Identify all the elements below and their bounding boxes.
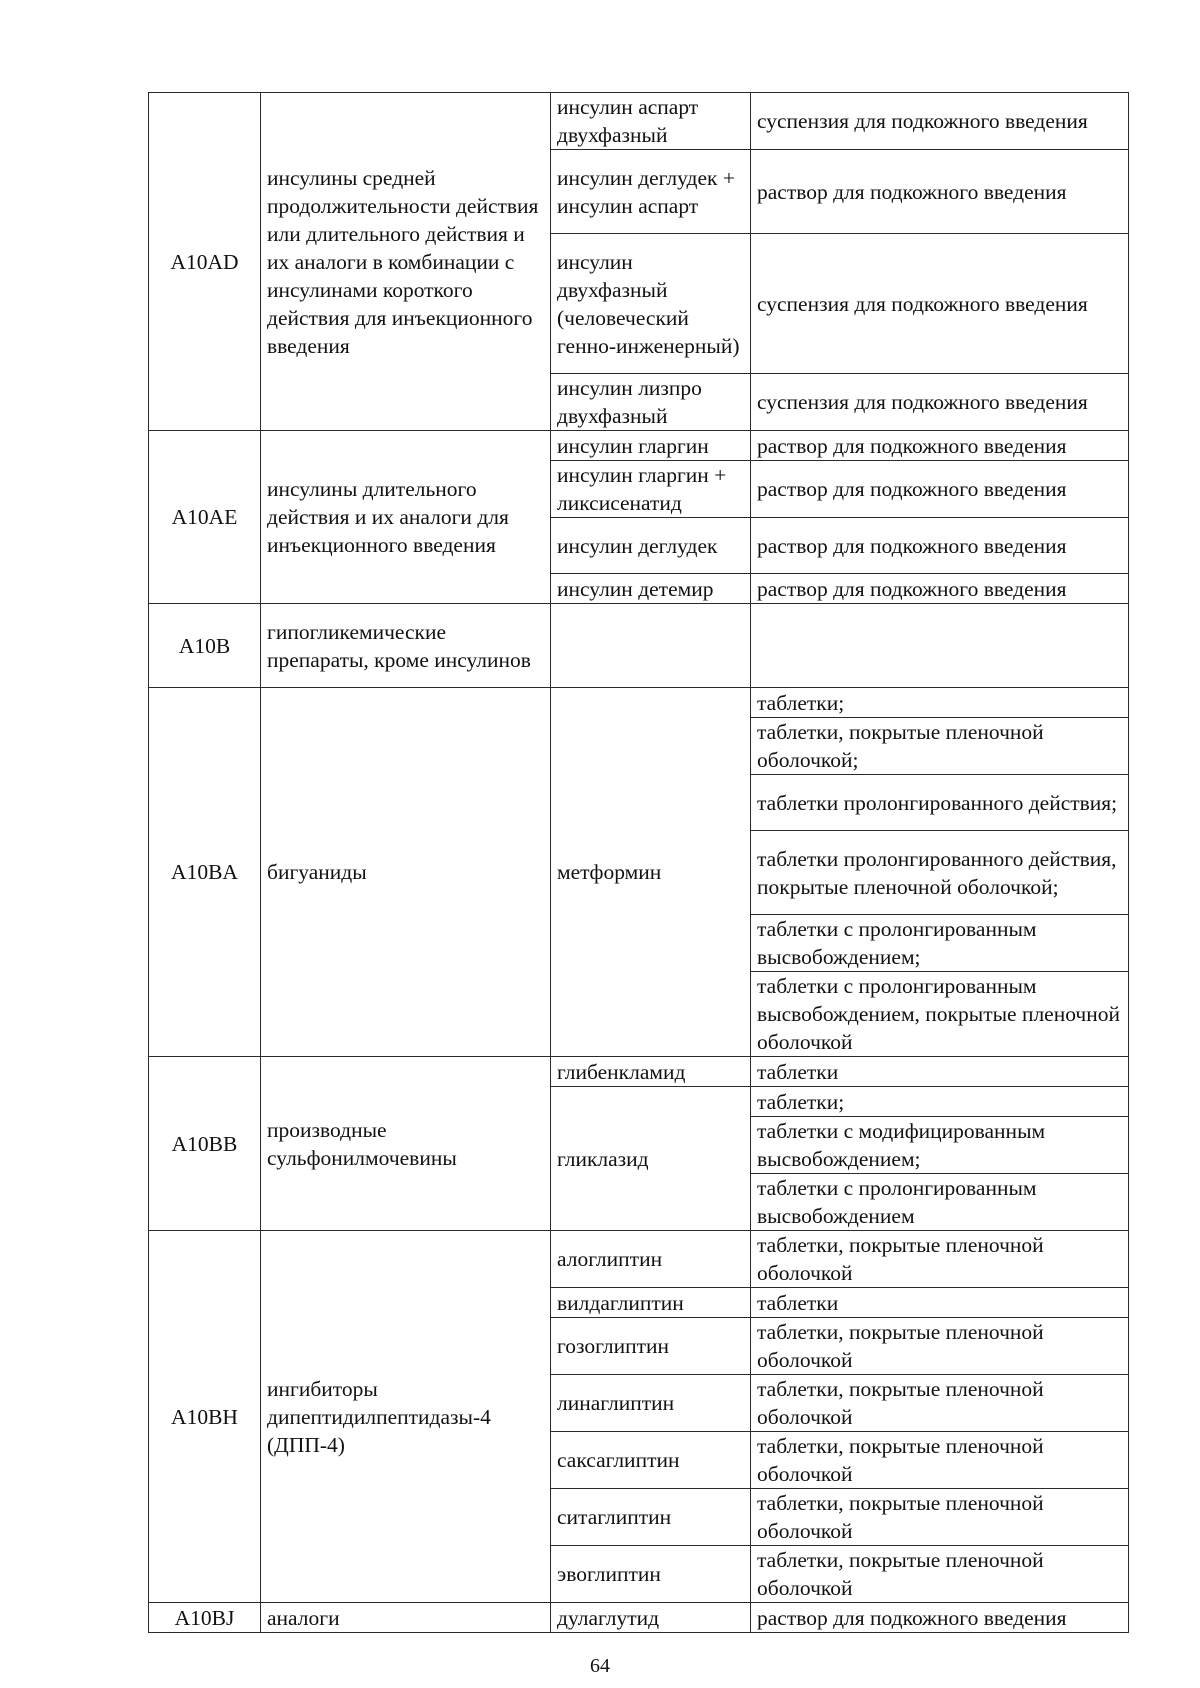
drug-name-cell: дулаглутид: [551, 1603, 751, 1633]
dosage-form-cell: суспензия для подкожного введения: [751, 93, 1129, 150]
drug-name-cell: метформин: [551, 688, 751, 1057]
atc-code-cell: A10BH: [149, 1231, 261, 1603]
dosage-form-cell: таблетки: [751, 1288, 1129, 1318]
group-description-cell: производные сульфонилмочевины: [261, 1057, 551, 1231]
table-row: [149, 604, 1129, 688]
dosage-form-cell: таблетки, покрытые пленочной оболочкой: [751, 1375, 1129, 1432]
drug-name-cell: инсулин деглудек: [551, 518, 751, 574]
atc-code-cell: A10AD: [149, 93, 261, 431]
atc-code-cell: A10AE: [149, 431, 261, 604]
atc-code-cell: A10B: [149, 604, 261, 688]
drug-name-cell: гликлазид: [551, 1087, 751, 1231]
drug-name-cell: глибенкламид: [551, 1057, 751, 1087]
dosage-form-cell: суспензия для подкожного введения: [751, 374, 1129, 431]
drug-name-cell: гозоглиптин: [551, 1318, 751, 1375]
drug-name-cell: инсулин аспарт двухфазный: [551, 93, 751, 150]
dosage-form-cell: таблетки, покрытые пленочной оболочкой: [751, 1231, 1129, 1288]
table-row: [149, 1603, 1129, 1633]
table-row: [149, 93, 1129, 150]
dosage-form-cell: таблетки с пролонгированным высвобождением: [751, 1174, 1129, 1231]
dosage-form-cell: таблетки с пролонгированным высвобождением;: [751, 915, 1129, 972]
dosage-form-cell: таблетки пролонгированного действия;: [751, 775, 1129, 831]
drug-name-cell: инсулин лизпро двухфазный: [551, 374, 751, 431]
drug-classification-table: [148, 92, 1129, 1633]
dosage-form-cell: таблетки с пролонгированным высвобождением, покрытые пленочной оболочкой: [751, 972, 1129, 1057]
dosage-form-cell: раствор для подкожного введения: [751, 431, 1129, 461]
dosage-form-cell: таблетки;: [751, 1087, 1129, 1117]
dosage-form-cell: раствор для подкожного введения: [751, 461, 1129, 518]
dosage-form-cell: таблетки, покрытые пленочной оболочкой: [751, 1489, 1129, 1546]
drug-name-cell: инсулин деглудек + инсулин аспарт: [551, 150, 751, 234]
dosage-form-cell: раствор для подкожного введения: [751, 518, 1129, 574]
dosage-form-cell: таблетки с модифицированным высвобождением;: [751, 1117, 1129, 1174]
drug-name-cell: [551, 604, 751, 688]
group-description-cell: инсулины длительного действия и их аналоги для инъекционного введения: [261, 431, 551, 604]
group-description-cell: ингибиторы дипептидилпептидазы-4 (ДПП-4): [261, 1231, 551, 1603]
atc-code-cell: A10BA: [149, 688, 261, 1057]
table-row: [149, 688, 1129, 718]
drug-name-cell: ситаглиптин: [551, 1489, 751, 1546]
drug-name-cell: саксаглиптин: [551, 1432, 751, 1489]
dosage-form-cell: таблетки, покрытые пленочной оболочкой: [751, 1546, 1129, 1603]
group-description-cell: аналоги: [261, 1603, 551, 1633]
drug-name-cell: эвоглиптин: [551, 1546, 751, 1603]
page-number: 64: [590, 1655, 610, 1677]
group-description-cell: бигуаниды: [261, 688, 551, 1057]
drug-name-cell: инсулин гларгин + ликсисенатид: [551, 461, 751, 518]
drug-name-cell: алоглиптин: [551, 1231, 751, 1288]
dosage-form-cell: раствор для подкожного введения: [751, 574, 1129, 604]
table-row: [149, 431, 1129, 461]
table-body: [149, 93, 1129, 1633]
group-description-cell: гипогликемические препараты, кроме инсулинов: [261, 604, 551, 688]
dosage-form-cell: [751, 604, 1129, 688]
dosage-form-cell: таблетки: [751, 1057, 1129, 1087]
table-row: [149, 1057, 1129, 1087]
atc-code-cell: A10BB: [149, 1057, 261, 1231]
drug-name-cell: инсулин гларгин: [551, 431, 751, 461]
dosage-form-cell: раствор для подкожного введения: [751, 150, 1129, 234]
drug-name-cell: вилдаглиптин: [551, 1288, 751, 1318]
table-row: [149, 1231, 1129, 1288]
drug-name-cell: инсулин детемир: [551, 574, 751, 604]
dosage-form-cell: таблетки, покрытые пленочной оболочкой: [751, 1318, 1129, 1375]
group-description-cell: инсулины средней продолжительности действия или длительного действия и их аналоги в комбинации с инсулинами короткого действия для инъекционного введения: [261, 93, 551, 431]
drug-name-cell: линаглиптин: [551, 1375, 751, 1432]
dosage-form-cell: таблетки;: [751, 688, 1129, 718]
dosage-form-cell: таблетки пролонгированного действия, покрытые пленочной оболочкой;: [751, 831, 1129, 915]
drug-name-cell: инсулин двухфазный (человеческий генно-инженерный): [551, 234, 751, 374]
dosage-form-cell: раствор для подкожного введения: [751, 1603, 1129, 1633]
dosage-form-cell: таблетки, покрытые пленочной оболочкой;: [751, 718, 1129, 775]
atc-code-cell: A10BJ: [149, 1603, 261, 1633]
dosage-form-cell: суспензия для подкожного введения: [751, 234, 1129, 374]
dosage-form-cell: таблетки, покрытые пленочной оболочкой: [751, 1432, 1129, 1489]
